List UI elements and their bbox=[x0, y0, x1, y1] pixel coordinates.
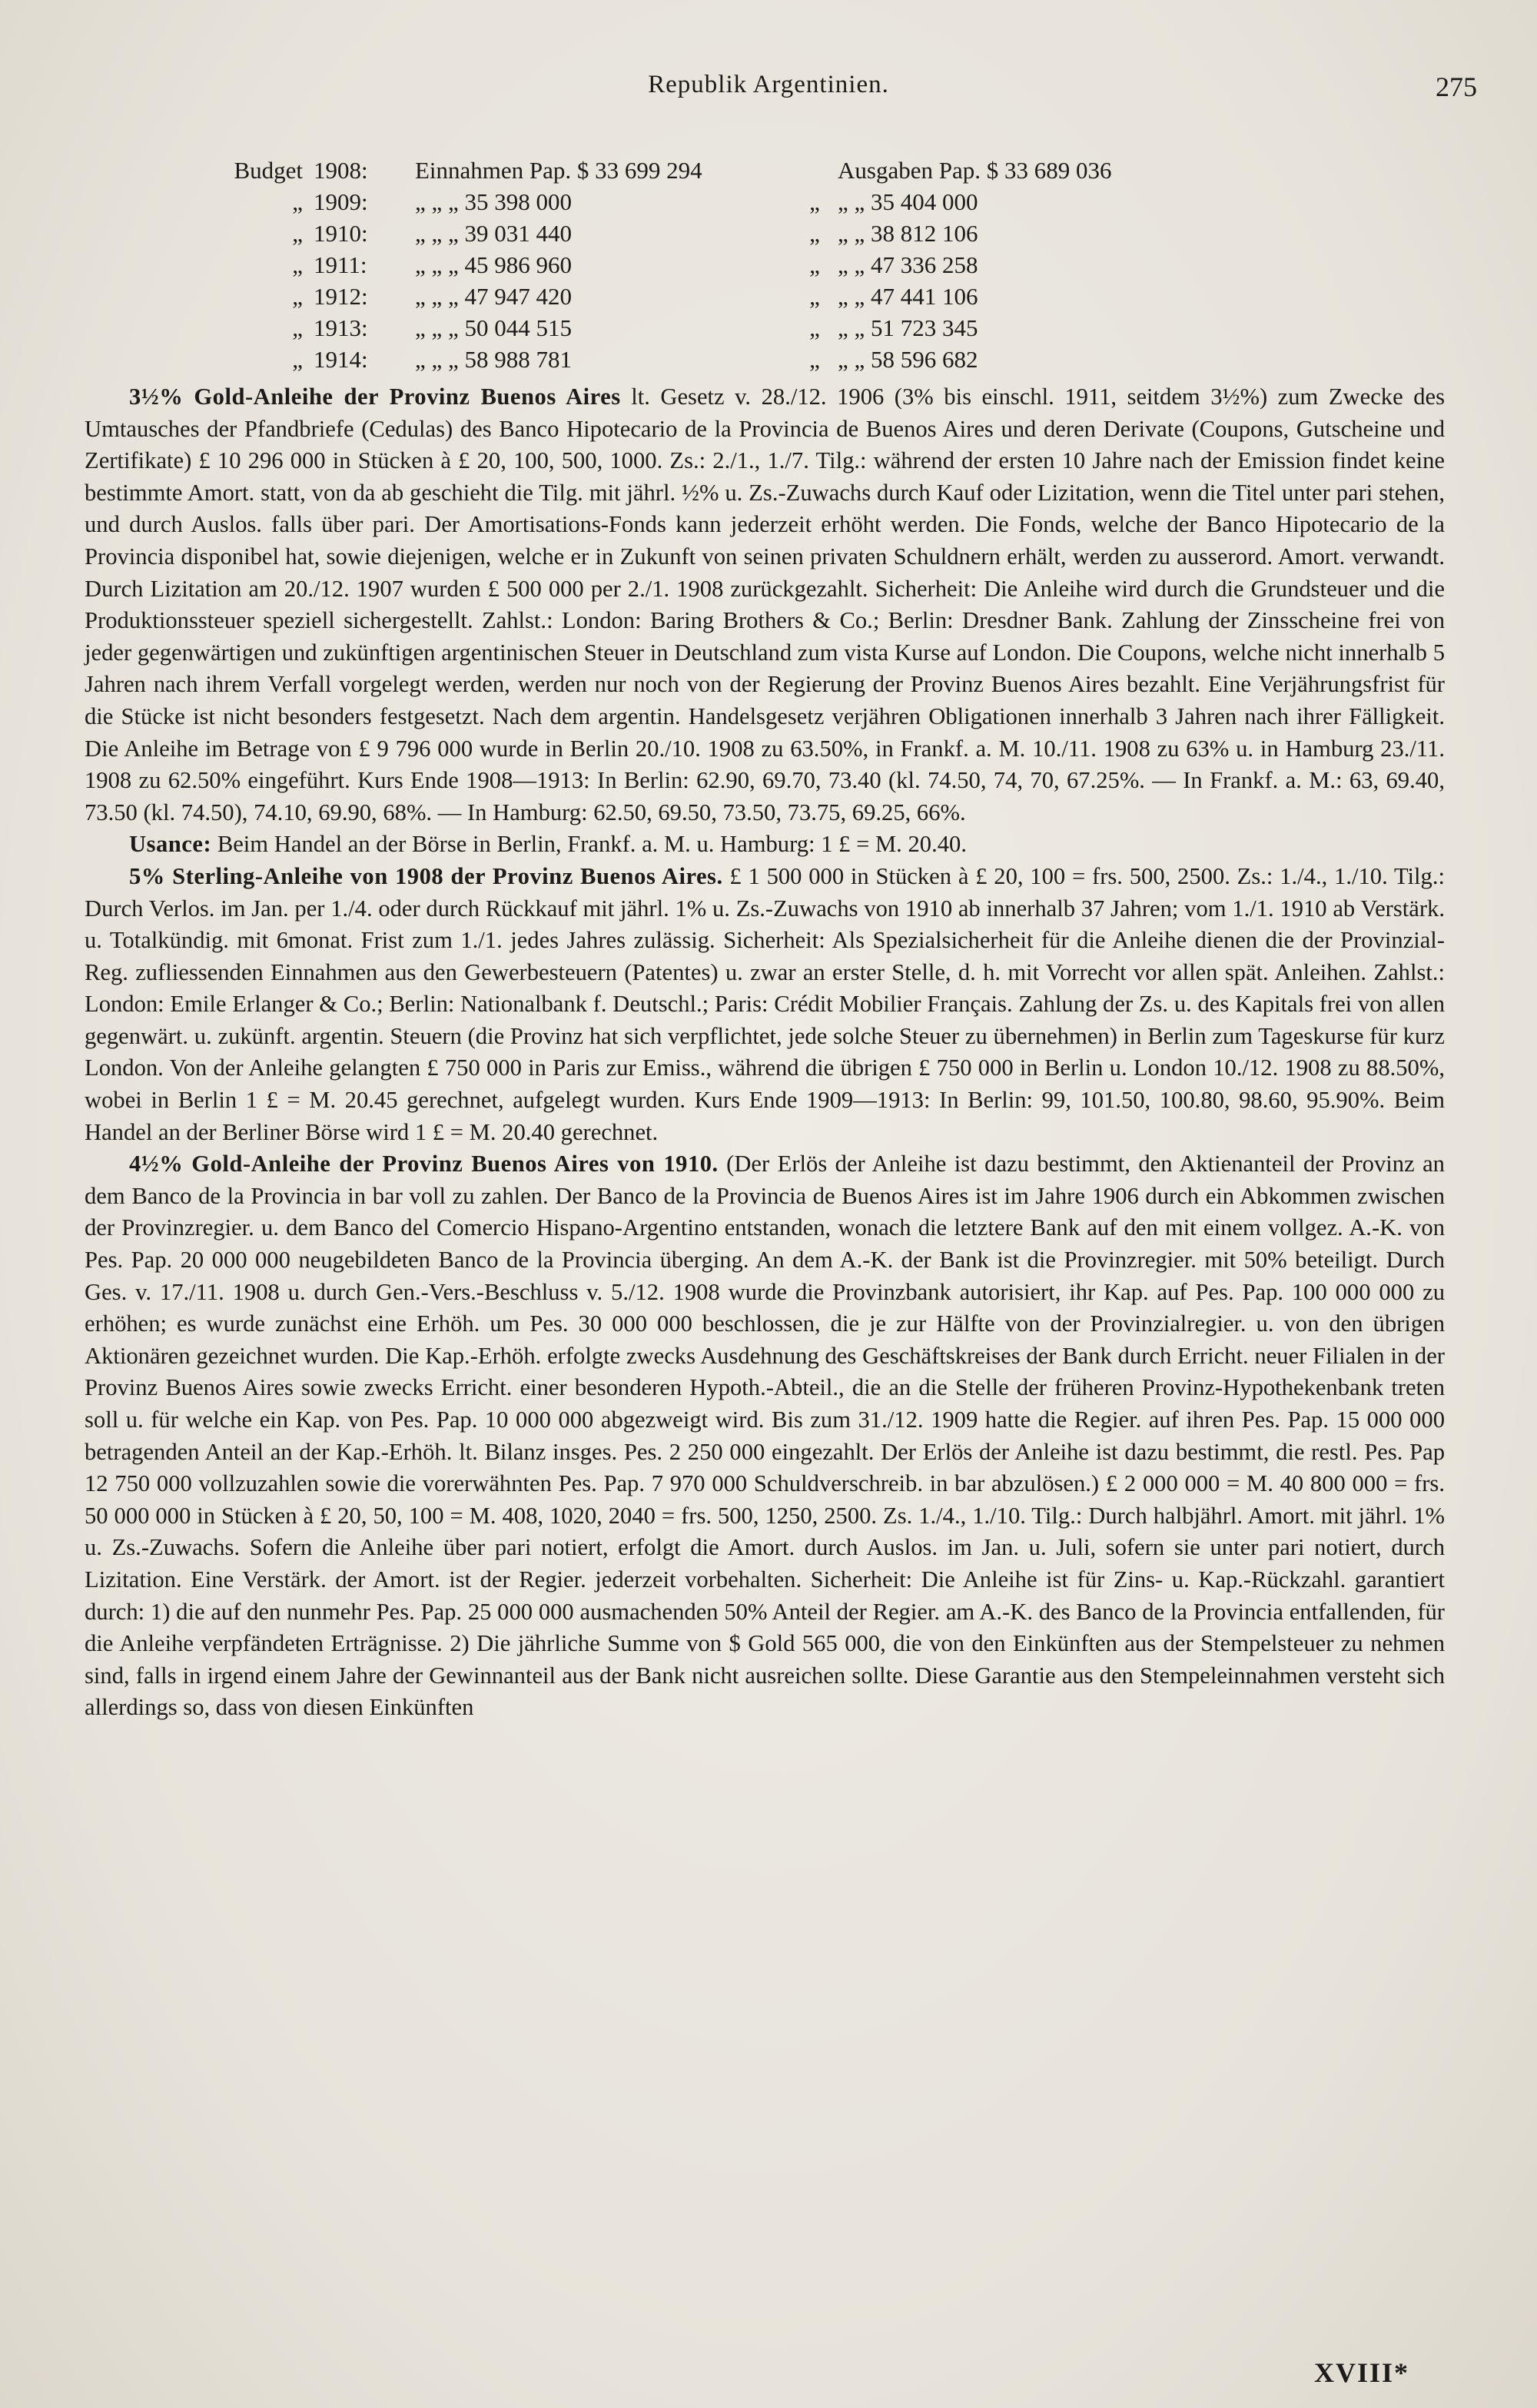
budget-ditto: „ bbox=[809, 188, 820, 215]
section-usance bbox=[85, 829, 1445, 861]
budget-label: „ bbox=[292, 283, 303, 310]
page-header bbox=[0, 71, 1537, 109]
budget-label: „ bbox=[292, 188, 303, 215]
budget-income: „ „ „ 58 988 781 bbox=[415, 346, 573, 373]
budget-expense: „ „ 38 812 106 bbox=[838, 220, 978, 247]
budget-income: „ „ „ 39 031 440 bbox=[415, 220, 573, 247]
section-body: (Der Erlös der Anleihe ist dazu bestimmt, den Aktienanteil der Provinz an dem Banco de la Provincia in bar voll zu zahlen. Der Banco de la Provincia de Buenos Aires ist im Jahre 1906 durch ein Abkommen zwischen der Provinzregier. u. dem Banco del Comercio Hispano-Argentino entstanden, wonach die letztere Bank auf den mit einem vollgez. A.-K. von Pes. Pap. 20 000 000 neugebildeten Banco de la Provincia überging. An dem A.-K. der Bank ist die Provinzregier. mit 50% beteiligt. Durch Ges. v. 17./11. 1908 u. durch Gen.-Vers.-Beschluss v. 5./12. 1908 wurde die Provinzbank autorisiert, ihr Kap. auf Pes. Pap. 100 000 000 zu erhöhen; es wurde zunächst eine Erhöh. um Pes. 30 000 000 beschlossen, die je zur Hälfte von der Provinzialregier. u. von den übrigen Aktionären gezeichnet wurden. Die Kap.-Erhöh. erfolgte zwecks Ausdehnung des Geschäftskreises der Bank durch Erricht. neuer Filialen in der Provinz Buenos Aires sowie zwecks Erricht. einer besonderen Hypoth.-Abteil., die an die Stelle der früheren Provinz-Hypothekenbank treten soll u. für welche ein Kap. von Pes. Pap. 10 000 000 abgezweigt wird. Bis zum 31./12. 1909 hatte die Regier. auf ihren Pes. Pap. 15 000 000 betragenden Anteil an der Kap.-Erhöh. lt. Bilanz insges. Pes. 2 250 000 eingezahlt. Der Erlös der Anleihe ist dazu bestimmt, die restl. Pes. Pap 12 750 000 vollzuzahlen sowie die vorerwähnten Pes. Pap. 7 970 000 Schuldverschreib. in bar abzulösen.) £ 2 000 000 = M. 40 800 000 = frs. 50 000 000 in Stücken à £ 20, 50, 100 = M. 408, 1020, 2040 = frs. 500, 1250, 2500. Zs. 1./4., 1./10. Tilg.: Durch halbjährl. Amort. mit jährl. 1% u. Zs.-Zuwachs. Sofern die Anleihe über pari notiert, erfolgt die Amort. durch Auslos. im Jan. u. Juli, sofern sie unter pari notiert, durch Lizitation. Eine Verstärk. der Amort. ist der Regier. jederzeit vorbehalten. Sicherheit: Die Anleihe ist für Zins- u. Kap.-Rückzahl. garantiert durch: 1) die auf den nunmehr Pes. Pap. 25 000 000 ausmachenden 50% Anteil der Regier. am A.-K. des Banco de la Provincia entfallenden, für die Anleihe verpfändeten Erträgnisse. 2) Die jährliche Summe von $ Gold 565 000, die von den Einkünften aus der Stempelsteuer zu nehmen sind, falls in irgend einem Jahre der Gewinnanteil aus der Bank nicht ausreichen sollte. Diese Garantie aus den Stempeleinnahmen versteht sich allerdings so, dass von diesen Einkünften bbox=[85, 1151, 1445, 1721]
running-head: Republik Argentinien. bbox=[648, 71, 889, 98]
budget-expense: „ „ 47 336 258 bbox=[838, 251, 978, 278]
budget-row bbox=[171, 251, 1111, 283]
budget-label: „ bbox=[292, 314, 303, 341]
budget-income: „ „ „ 35 398 000 bbox=[415, 188, 573, 215]
budget-income: Einnahmen Pap. $ 33 699 294 bbox=[415, 157, 702, 184]
section-body: £ 1 500 000 in Stücken à £ 20, 100 = frs. 500, 2500. Zs.: 1./4., 1./10. Tilg.: Durch Verlos. im Jan. per 1./4. oder durch Rückkauf mit jährl. 1% u. Zs.-Zuwachs von 1910 ab innerhalb 37 Jahren; vom 1./1. 1910 ab Verstärk. u. Totalkündig. mit 6monat. Frist zum 1./1. jedes Jahres zulässig. Sicherheit: Als Spezialsicherheit für die Anleihe dienen die der Provinzial-Reg. zufliessenden Einnahmen aus den Gewerbesteuern (Patentes) u. zwar an erster Stelle, d. h. mit Vorrecht vor allen spät. Anleihen. Zahlst.: London: Emile Erlanger & Co.; Berlin: Nationalbank f. Deutschl.; Paris: Crédit Mobilier Français. Zahlung der Zs. u. des Kapitals frei von allen gegenwärt. u. zukünft. argentin. Steuern (die Provinz hat sich verpflichtet, jede solche Steuer zu übernehmen) in Berlin zum Tageskurse für kurz London. Von der Anleihe gelangten £ 750 000 in Paris zur Emiss., während die übrigen £ 750 000 in Berlin u. London 10./12. 1908 zu 88.50%, wobei in Berlin 1 £ = M. 20.45 gerechnet, aufgelegt wurden. Kurs Ende 1909—1913: In Berlin: 99, 101.50, 100.80, 98.60, 95.90%. Beim Handel an der Berliner Börse wird 1 £ = M. 20.40 gerechnet. bbox=[85, 862, 1446, 1145]
budget-expense: „ „ 35 404 000 bbox=[838, 188, 978, 215]
budget-year: 1910: bbox=[314, 220, 368, 247]
signature-mark: XVIII* bbox=[1313, 2357, 1409, 2388]
section-title: 4½% Gold-Anleihe der Provinz Buenos Aires von 1910. bbox=[129, 1151, 719, 1177]
budget-expense: „ „ 47 441 106 bbox=[838, 283, 978, 310]
budget-year: 1914: bbox=[314, 346, 368, 373]
budget-row bbox=[171, 314, 1111, 346]
budget-row bbox=[171, 283, 1111, 314]
section-title: Usance: bbox=[129, 831, 212, 858]
budget-ditto: „ bbox=[809, 314, 820, 341]
budget-row bbox=[171, 346, 1111, 377]
budget-year: 1912: bbox=[314, 283, 368, 310]
budget-ditto bbox=[792, 157, 838, 188]
budget-label: Budget bbox=[234, 157, 303, 184]
budget-income: „ „ „ 45 986 960 bbox=[415, 251, 573, 278]
budget-expense: „ „ 58 596 682 bbox=[838, 346, 978, 373]
budget-row bbox=[171, 188, 1111, 220]
budget-ditto: „ bbox=[809, 283, 820, 310]
budget-expense: „ „ 51 723 345 bbox=[838, 314, 978, 341]
budget-row bbox=[171, 220, 1111, 251]
section-sterling-loan-1908 bbox=[85, 861, 1445, 1148]
section-title: 5% Sterling-Anleihe von 1908 der Provinz Buenos Aires. bbox=[129, 862, 723, 889]
budget-income: „ „ „ 47 947 420 bbox=[415, 283, 573, 310]
budget-label: „ bbox=[292, 346, 303, 373]
budget-year: 1908: bbox=[314, 157, 368, 184]
section-gold-loan-1910 bbox=[85, 1148, 1445, 1724]
budget-ditto: „ bbox=[809, 251, 820, 278]
section-title: 3½% Gold-Anleihe der Provinz Buenos Aires bbox=[129, 384, 621, 410]
budget-ditto: „ bbox=[809, 220, 820, 247]
page-number: 275 bbox=[1436, 71, 1477, 102]
budget-label: „ bbox=[292, 220, 303, 247]
body-text bbox=[85, 381, 1445, 1724]
budget-year: 1909: bbox=[314, 188, 368, 215]
budget-table bbox=[171, 157, 1111, 377]
budget-ditto: „ bbox=[809, 346, 820, 373]
budget-expense: Ausgaben Pap. $ 33 689 036 bbox=[838, 157, 1112, 184]
budget-year: 1913: bbox=[314, 314, 368, 341]
budget-label: „ bbox=[292, 251, 303, 278]
budget-income: „ „ „ 50 044 515 bbox=[415, 314, 573, 341]
budget-row bbox=[171, 157, 1111, 188]
budget-year: 1911: bbox=[314, 251, 367, 278]
section-body: Beim Handel an der Börse in Berlin, Frankf. a. M. u. Hamburg: 1 £ = M. 20.40. bbox=[211, 831, 967, 858]
section-gold-loan-1906 bbox=[85, 381, 1445, 829]
section-body: lt. Gesetz v. 28./12. 1906 (3% bis einschl. 1911, seitdem 3½%) zum Zwecke des Umtausches der Pfandbriefe (Cedulas) des Banco Hipotecario de la Provincia de Buenos Aires und deren Derivate (Coupons, Gutscheine und Zertifikate) £ 10 296 000 in Stücken à £ 20, 100, 500, 1000. Zs.: 2./1., 1./7. Tilg.: während der ersten 10 Jahre nach der Emission findet keine bestimmte Amort. statt, von da ab geschieht die Tilg. mit jährl. ½% u. Zs.-Zuwachs durch Kauf oder Lizitation, wenn die Titel unter pari stehen, und durch Auslos. falls über pari. Der Amortisations-Fonds kann jederzeit erhöht werden. Die Fonds, welche der Banco Hipotecario de la Provincia disponibel hat, sowie diejenigen, welche er in Zukunft von seinen privaten Schuldnern erhält, werden zu ausserord. Amort. verwandt. Durch Lizitation am 20./12. 1907 wurden £ 500 000 per 2./1. 1908 zurückgezahlt. Sicherheit: Die Anleihe wird durch die Grundsteuer und die Produktionssteuer speziell sichergestellt. Zahlst.: London: Baring Brothers & Co.; Berlin: Dresdner Bank. Zahlung der Zinsscheine frei von jeder gegenwärtigen und zukünftigen argentinischen Steuer in Deutschland zum vista Kurse auf London. Die Coupons, welche nicht innerhalb 5 Jahren nach ihrem Verfall vorgelegt werden, werden nur noch von der Regierung der Provinz Buenos Aires bezahlt. Eine Verjährungsfrist für die Stücke ist nicht besonders festgesetzt. Nach dem argentin. Handelsgesetz verjähren Obligationen innerhalb 3 Jahren nach ihrer Fälligkeit. Die Anleihe im Betrage von £ 9 796 000 wurde in Berlin 20./10. 1908 zu 63.50%, in Frankf. a. M. 10./11. 1908 zu 63% u. in Hamburg 23./11. 1908 zu 62.50% eingeführt. Kurs Ende 1908—1913: In Berlin: 62.90, 69.70, 73.40 (kl. 74.50, 74, 70, 67.25%. — In Frankf. a. M.: 63, 69.40, 73.50 (kl. 74.50), 74.10, 69.90, 68%. — In Hamburg: 62.50, 69.50, 73.50, 73.75, 69.25, 66%. bbox=[85, 384, 1445, 825]
